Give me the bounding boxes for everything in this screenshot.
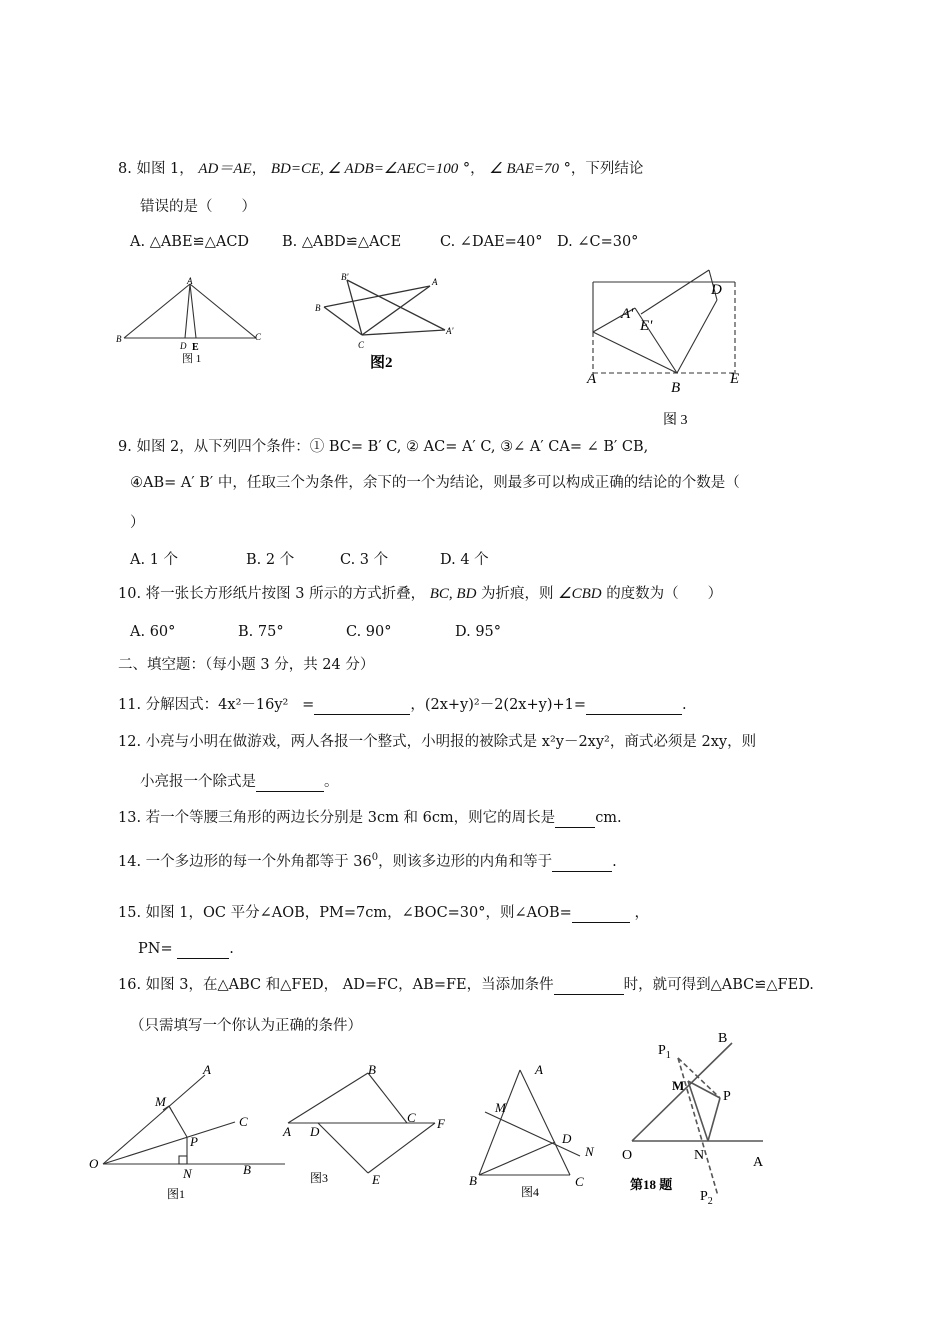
label-A: A [587, 371, 597, 387]
label-A: A [535, 1062, 543, 1077]
figure-top-1 [110, 272, 270, 367]
q9-option-b: B. 2 个 [246, 552, 295, 568]
fig-b18-caption: 第18 题 [630, 1177, 673, 1192]
figure-bottom-1 [85, 1060, 265, 1200]
q10-option-a: A. 60° [130, 624, 176, 640]
q16-line1: 16. 如图 3，在△ABC 和△FED， AD=FC，AB=FE，当添加条件 时，就可得到△ABC≌△FED. [118, 977, 814, 993]
label-F: F [437, 1116, 445, 1131]
label-A: A [753, 1155, 764, 1170]
label-A: A [283, 1124, 291, 1139]
fig-top2-caption: 图2 [370, 355, 393, 371]
label-C: C [255, 332, 262, 342]
label-A: A [187, 276, 193, 286]
label-B: B [469, 1173, 477, 1188]
label-E: E [730, 371, 740, 387]
label-B: B [368, 1062, 376, 1077]
label-D: D [310, 1124, 320, 1139]
label-E: E [372, 1172, 380, 1187]
label-B: B [243, 1162, 251, 1177]
label-N: N [694, 1148, 705, 1163]
q10-option-c: C. 90° [346, 624, 392, 640]
q9-line3: ） [130, 515, 145, 531]
fig-b4-caption: 图4 [521, 1185, 540, 1199]
q11: 11. 分解因式：4x²－16y² = ，(2x+y)²－2(2x+y)+1= . [118, 697, 687, 713]
fig-b3-caption: 图3 [310, 1171, 329, 1185]
label-P2: $P_2$ [700, 1189, 713, 1207]
label-N: N [183, 1166, 192, 1181]
q15-line1: 15. 如图 1，OC 平分∠AOB，PM=7cm，∠BOC=30°，则∠AOB= ， [118, 905, 649, 921]
label-B: B [671, 380, 681, 396]
fig-b1-caption: 图1 [167, 1187, 186, 1201]
q15-line2: PN= . [138, 941, 234, 957]
label-O: O [89, 1156, 99, 1171]
q9-option-d: D. 4 个 [440, 552, 489, 568]
label-B: B [718, 1031, 728, 1046]
label-D: D [562, 1131, 572, 1146]
label-M: M [672, 1078, 685, 1093]
figure-top-2 [312, 270, 462, 375]
q8-stem: 8. 如图 1， AD＝AE， BD=CE, ∠ ADB=∠AEC=100 °， ∠ BAE=70 °，下列结论 [118, 161, 644, 177]
label-A: A [432, 277, 438, 287]
label-E: E [192, 342, 199, 353]
label-C: C [407, 1110, 416, 1125]
q9-line2: ④AB= A′ B′ 中，任取三个为条件，余下的一个为结论，则最多可以构成正确的结论的个数是（ [130, 475, 740, 491]
q8-option-a: A. △ABE≌△ACD [130, 234, 250, 250]
label-A-prime: A' [621, 306, 634, 322]
label-A: A [203, 1062, 211, 1077]
label-P1: $P_1$ [658, 1043, 671, 1061]
q8-option-b: B. △ABD≌△ACE [282, 234, 402, 250]
label-B: B [116, 334, 122, 344]
fig-top3-caption: 图 3 [663, 413, 688, 428]
label-P: P [190, 1134, 198, 1149]
label-D: D [711, 282, 722, 298]
label-N: N [585, 1144, 594, 1159]
section-2-heading: 二、填空题：（每小题 3 分，共 24 分） [118, 657, 375, 673]
label-A-prime: A' [446, 326, 454, 336]
label-B-prime: B' [341, 272, 349, 282]
label-C: C [358, 340, 365, 350]
q12-line1: 12. 小亮与小明在做游戏，两人各报一个整式，小明报的被除式是 x²y－2xy²，商式必须是 2xy，则 [118, 734, 757, 750]
q8-option-d: D. ∠C=30° [557, 234, 639, 250]
q10-option-b: B. 75° [238, 624, 284, 640]
label-C: C [575, 1174, 584, 1189]
label-M: M [155, 1094, 166, 1109]
q12-line2: 小亮报一个除式是 。 [140, 774, 339, 790]
figure-bottom-18 [620, 1028, 780, 1213]
q8-stem-b: 错误的是（ ） [140, 199, 256, 215]
q14: 14. 一个多边形的每一个外角都等于 $36^0$，则该多边形的内角和等于 . [118, 852, 617, 870]
label-B: B [315, 303, 321, 313]
label-E-prime: E' [640, 318, 653, 334]
q9-option-c: C. 3 个 [340, 552, 389, 568]
q10-option-d: D. 95° [455, 624, 502, 640]
fig-top1-caption: 图 1 [182, 353, 202, 365]
q9-line1: 9. 如图 2，从下列四个条件：① BC= B′ C, ② AC= A′ C, ③∠ A′ CA= ∠ B′ CB, [118, 439, 649, 455]
q10-stem: 10. 将一张长方形纸片按图 3 所示的方式折叠， BC, BD 为折痕，则 ∠CBD 的度数为（ ） [118, 586, 723, 602]
q8-option-c: C. ∠DAE=40° [440, 234, 543, 250]
figure-top-3 [585, 266, 750, 431]
q9-option-a: A. 1 个 [130, 552, 179, 568]
label-D: D [180, 341, 187, 351]
label-M: M [495, 1100, 506, 1115]
q13: 13. 若一个等腰三角形的两边长分别是 3cm 和 6cm，则它的周长是 cm. [118, 810, 622, 826]
q16-line2: （只需填写一个你认为正确的条件） [130, 1018, 362, 1034]
label-P: P [723, 1089, 731, 1104]
label-C: C [239, 1114, 248, 1129]
figure-bottom-3 [280, 1060, 455, 1190]
figure-bottom-4 [465, 1060, 605, 1200]
label-O: O [622, 1148, 633, 1163]
